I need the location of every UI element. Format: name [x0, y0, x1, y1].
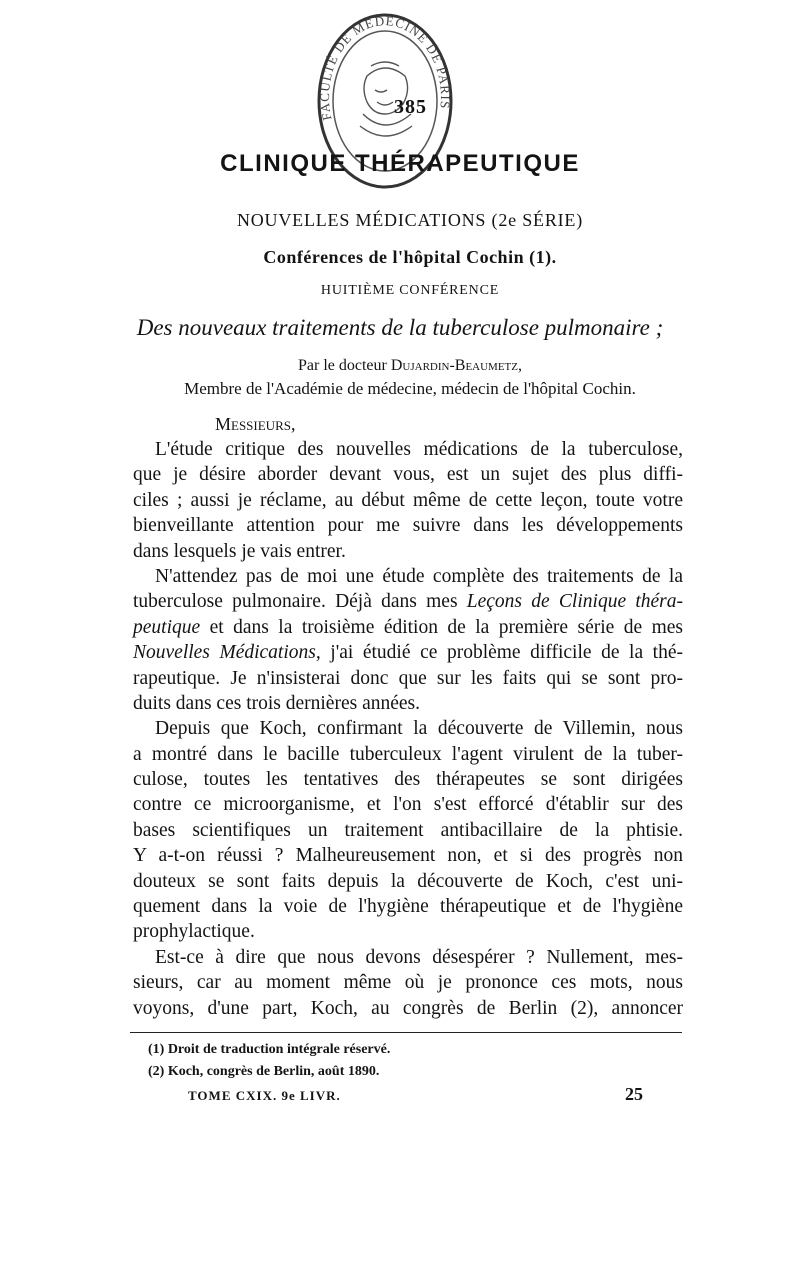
body-line: L'étude critique des nouvelles médications de la tuberculose,: [155, 439, 683, 460]
body-line: a montré dans le bacille tuberculeux l'agent virulent de la tuber-: [133, 743, 683, 765]
book-title: Leçons de Clinique théra-: [466, 591, 683, 613]
signature-mark: 25: [625, 1084, 643, 1104]
author-prefix: Par le docteur: [297, 357, 387, 374]
body-line: culose, toutes les tentatives des thérapeutes se sont dirigées: [133, 769, 683, 791]
body-text-run: et dans la troisième édition de la première série de mes: [209, 616, 684, 638]
body-line: bases scientifiques un traitement antibacillaire de la phtisie.: [133, 819, 683, 841]
body-line: bienveillante attention pour me suivre dans les développements: [133, 515, 683, 537]
body-text-run: tuberculose pulmonaire. Déjà dans mes: [133, 591, 458, 613]
body-line: Y a-t-on réussi ? Malheureusement non, et si des progrès non: [133, 845, 683, 867]
stamp-text: FACULTÉ DE MÉDECINE DE PARIS: [316, 13, 454, 122]
page-number: 385: [394, 96, 427, 118]
lecture-subject: Des nouveaux traitements de la tuberculose pulmonaire ;: [136, 315, 664, 340]
author-line: [0, 357, 800, 375]
footnote-2: (2) Koch, congrès de Berlin, août 1890.: [148, 1064, 380, 1079]
body-line: voyons, d'une part, Koch, au congrès de Berlin (2), annoncer: [133, 997, 683, 1019]
volume-line: TOME CXIX. 9e LIVR.: [188, 1088, 341, 1103]
body-line: Est-ce à dire que nous devons désespérer ? Nullement, mes-: [155, 946, 683, 968]
body-line: prophylactique.: [133, 921, 255, 943]
book-title: Nouvelles Médications,: [133, 642, 321, 664]
book-title: peutique: [133, 616, 201, 638]
body-line: [133, 640, 683, 665]
body-line: ciles ; aussi je réclame, au début même de cette leçon, toute votre: [133, 489, 683, 511]
author-affiliation: Membre de l'Académie de médecine, médecin de l'hôpital Cochin.: [184, 379, 636, 398]
footnote-1: (1) Droit de traduction intégrale réservé.: [148, 1042, 391, 1057]
series-title: NOUVELLES MÉDICATIONS (2e SÉRIE): [236, 210, 584, 230]
section-title: CLINIQUE THÉRAPEUTIQUE: [220, 150, 580, 177]
body-line: dans lesquels je vais entrer.: [133, 540, 346, 562]
body-line: douteux se sont faits depuis la découverte de Koch, c'est uni-: [133, 870, 683, 892]
author-name: Dujardin-Beaumetz,: [390, 357, 522, 374]
body-line: [133, 615, 683, 640]
body-text-run: j'ai étudié ce problème difficile de la thé-: [330, 642, 683, 664]
conference-title: Conférences de l'hôpital Cochin (1).: [263, 247, 557, 267]
body-line: N'attendez pas de moi une étude complète des traitements de la: [155, 565, 683, 587]
body-text: [133, 437, 683, 1021]
body-line: quement dans la voie de l'hygiène thérapeutique et de l'hygiène: [133, 896, 683, 918]
lecture-number: HUITIÈME CONFÉRENCE: [320, 283, 500, 298]
body-line: Depuis que Koch, confirmant la découverte de Villemin, nous: [155, 718, 683, 740]
body-line: rapeutique. Je n'insisterai donc que sur les faits qui se sont pro-: [133, 667, 683, 689]
body-line: sieurs, car au moment même où je prononce ces mots, nous: [133, 972, 683, 994]
body-line: [133, 589, 683, 614]
body-line: contre ce microorganisme, et l'on s'est efforcé d'établir sur des: [133, 794, 683, 816]
body-line: duits dans ces trois dernières années.: [133, 692, 420, 714]
footnote-divider: [130, 1032, 682, 1033]
body-line: que je désire aborder devant vous, est un sujet des plus diffi-: [133, 464, 683, 486]
salutation: Messieurs,: [215, 414, 296, 434]
